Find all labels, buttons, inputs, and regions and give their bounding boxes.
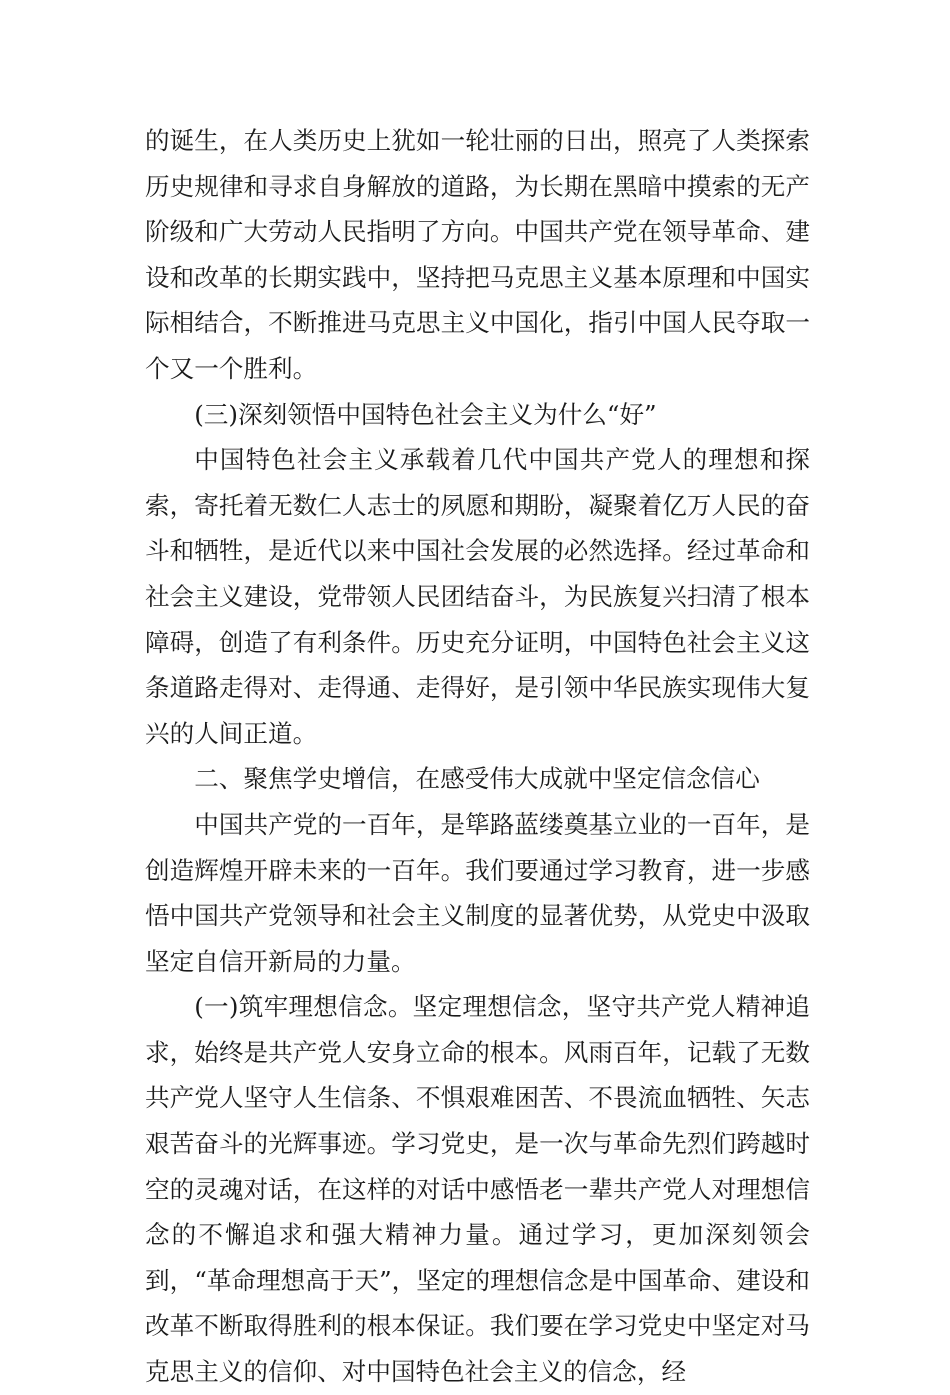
- paragraph: 中国特色社会主义承载着几代中国共产党人的理想和探索，寄托着无数仁人志士的夙愿和期盼，凝聚着亿万人民的奋斗和牺牲，是近代以来中国社会发展的必然选择。经过革命和社会主义建设，党带领人民团结奋斗，为民族复兴扫清了根本障碍，创造了有利条件。历史充分证明，中国特色社会主义这条道路走得对、走得通、走得好，是引领中华民族实现伟大复兴的人间正道。: [145, 445, 810, 748]
- section-heading-3: (三)深刻领悟中国特色社会主义为什么“好”: [194, 399, 657, 429]
- paragraph: 中国共产党的一百年，是筚路蓝缕奠基立业的一百年，是创造辉煌开辟未来的一百年。我们要通过学习教育，进一步感悟中国共产党领导和社会主义制度的显著优势，从党史中汲取坚定自信开新局的力量。: [145, 809, 810, 976]
- body-text: [145, 118, 810, 1395]
- chapter-heading-2: 二、聚焦学史增信，在感受伟大成就中坚定信念信心: [194, 764, 760, 794]
- paragraph: (一)筑牢理想信念。坚定理想信念，坚守共产党人精神追求，始终是共产党人安身立命的根本。风雨百年，记载了无数共产党人坚守人生信条、不惧艰难困苦、不畏流血牺牲、矢志艰苦奋斗的光辉事迹。学习党史，是一次与革命先烈们跨越时空的灵魂对话，在这样的对话中感悟老一辈共产党人对理想信念的不懈追求和强大精神力量。通过学习，更加深刻领会到，“革命理想高于天”，坚定的理想信念是中国革命、建设和改革不断取得胜利的根本保证。我们要在学习党史中坚定对马克思主义的信仰、对中国特色社会主义的信念，经: [145, 992, 810, 1387]
- paragraph-continuation: 的诞生，在人类历史上犹如一轮壮丽的日出，照亮了人类探索历史规律和寻求自身解放的道路，为长期在黑暗中摸索的无产阶级和广大劳动人民指明了方向。中国共产党在领导革命、建设和改革的长期实践中，坚持把马克思主义基本原理和中国实际相结合，不断推进马克思主义中国化，指引中国人民夺取一个又一个胜利。: [145, 126, 810, 383]
